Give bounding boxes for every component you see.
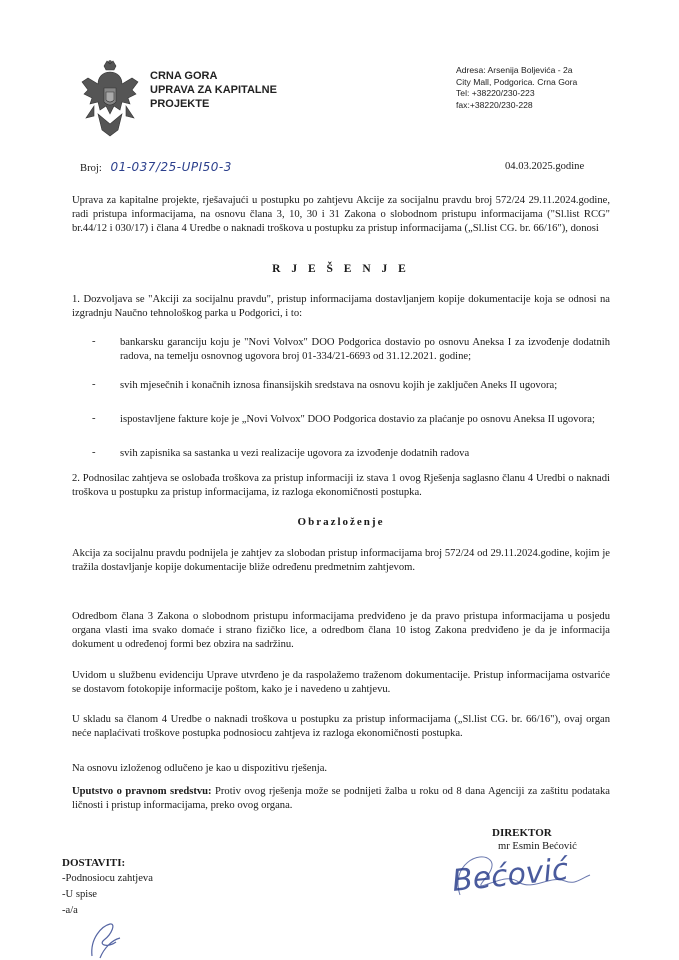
org-line: UPRAVA ZA KAPITALNE <box>150 84 277 96</box>
document-title: R J E Š E N J E <box>272 263 410 275</box>
delivery-item: -U spise <box>62 889 98 900</box>
explanation-paragraph: Akcija za socijalnu pravdu podnijela je zahtjev za slobodan pristup informacijama broj 572/24 od 29.11.2024.godine, kojim je tražila dostavljanje kopije dokumentacije bliže određenu predmetnim zahtjevom. <box>72 548 610 574</box>
address-line: Adresa: Arsenija Boljevića - 2a <box>456 65 573 75</box>
legal-remedy-text: Protiv ovog rješenja može se podnijeti žalba u roku od 8 dana Agenciji za zaštitu podataka ličnosti i pristup informacijama, preko ovog organa. <box>72 786 610 812</box>
signature-role: DIREKTOR <box>492 827 552 839</box>
address-line: fax:+38220/230-228 <box>456 99 533 110</box>
intro-paragraph: Uprava za kapitalne projekte, rješavajući u postupku po zahtjevu Akcije za socijalnu pravdu broj 572/24 29.11.2024.godine, radi pristupa informacijama, na osnovu člana 3, 10, 30 i 31 Zakona o slobodnom pristupu informacijama ("Sl.list RCG" br.44/12 i 030/17) i člana 4 Uredbe o naknadi troškova u postupku za pristup informacijama („Sl.list CG. br. 66/16"), donosi <box>72 195 610 235</box>
legal-remedy-label: Uputstvo o pravnom sredstvu: <box>72 786 212 797</box>
initials-scribble <box>82 918 132 960</box>
signature-name: mr Esmin Bećović <box>498 841 577 852</box>
broj-label: Broj: <box>80 163 102 174</box>
legal-remedy <box>72 785 610 813</box>
delivery-item: -Podnosiocu zahtjeva <box>62 873 153 884</box>
address-line: Tel: +38220/230-223 <box>456 88 535 98</box>
bullet-item: bankarsku garanciju koju je "Novi Volvox" DOO Podgorica dostavio po osnovu Aneksa I za izvođenje dodatnih radova, na temelju osnovnog ugovora broj 01-334/21-6693 od 31.12.2021. godine; <box>120 337 610 363</box>
delivery-title: DOSTAVITI: <box>62 857 126 869</box>
bullet-dash: - <box>92 336 96 347</box>
bullet-item: svih zapisnika sa sastanka u vezi realizacije ugovora za izvođenje dodatnih radova <box>120 448 470 459</box>
signature-stroke <box>440 845 600 905</box>
point-1: 1. Dozvoljava se "Akciji za socijalnu pravdu", pristup informacijama dostavljanjem kopije dokumentacije koja se odnosi na izgradnju Naučno tehnološkog parka u Podgorici, i to: <box>72 294 610 320</box>
coat-of-arms-icon <box>80 60 140 138</box>
section-subtitle: Obrazloženje <box>297 516 385 528</box>
broj-row <box>80 160 232 174</box>
broj-value: 01-037/25-UPI50-3 <box>110 160 232 174</box>
bullet-item: ispostavljene fakture koje je „Novi Volvox" DOO Podgorica dostavio za plaćanje po osnovu Aneksa II ugovora; <box>120 414 595 425</box>
handwritten-signature: Bećović <box>450 852 570 899</box>
address-line: City Mall, Podgorica. Crna Gora <box>456 76 578 87</box>
delivery-item: -a/a <box>62 905 78 916</box>
address-block <box>456 65 577 111</box>
document-date: 04.03.2025.godine <box>505 161 585 172</box>
org-line: CRNA GORA <box>150 70 218 82</box>
explanation-paragraph: Na osnovu izloženog odlučeno je kao u dispozitivu rješenja. <box>72 763 328 774</box>
explanation-paragraph: U skladu sa članom 4 Uredbe o naknadi troškova u postupku za pristup informacijama („Sl.list CG. br. 66/16"), ovaj organ neće naplaćivati troškove postupka podnosiocu zahtjeva iz razloga ekonomičnosti postupka. <box>72 714 610 740</box>
org-name <box>150 69 277 111</box>
org-line: PROJEKTE <box>150 98 210 110</box>
bullet-dash: - <box>92 379 96 390</box>
bullet-item: svih mjesečnih i konačnih iznosa finansijskih sredstava na osnovu kojih je zaključen Aneks II ugovora; <box>120 380 558 391</box>
explanation-paragraph: Odredbom člana 3 Zakona o slobodnom pristupu informacijama predviđeno je da pravo pristupa informacijama u posjedu organa vlasti ima svako domaće i strano fizičko lice, a odredbom člana 10 istog Zakona predviđeno je da je informacija dokument u određenoj formi bez obzira na sadržinu. <box>72 611 610 651</box>
bullet-dash: - <box>92 447 96 458</box>
explanation-paragraph: Uvidom u službenu evidenciju Uprave utvrđeno je da raspolažemo traženom dokumentacije. Pristup informacijama ostvariće se dostavom fotokopije informacije poštom, kako je i navedeno u zahtjevu. <box>72 670 610 696</box>
bullet-dash: - <box>92 413 96 424</box>
point-2: 2. Podnosilac zahtjeva se oslobađa troškova za pristup informaciji iz stava 1 ovog Rješenja saglasno članu 4 Uredbi o naknadi troškova u postupku za pristup informacijama, iz razloga ekonomičnosti postupka. <box>72 473 610 499</box>
